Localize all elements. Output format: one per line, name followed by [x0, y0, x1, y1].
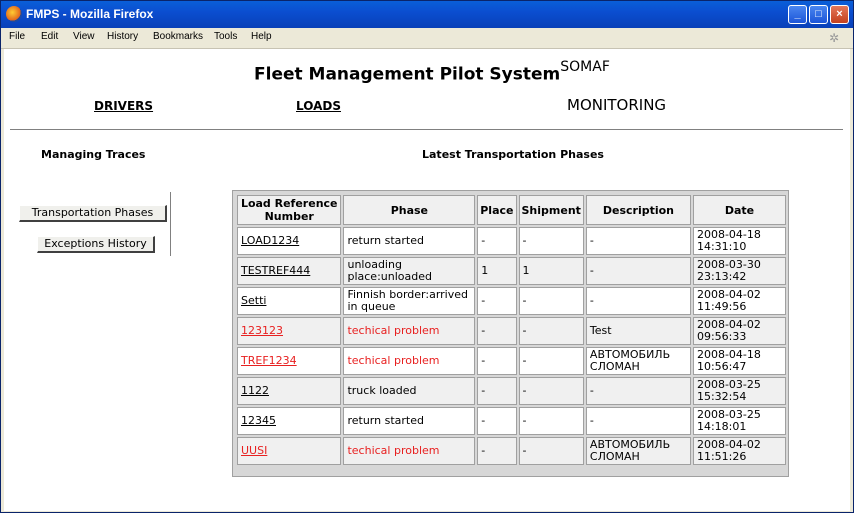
load-ref-link[interactable]: TESTREF444 [241, 264, 311, 277]
description-cell: - [586, 407, 691, 435]
description-cell: АВТОМОБИЛЬ СЛОМАН [586, 437, 691, 465]
table-row [237, 347, 786, 375]
description-cell: - [586, 377, 691, 405]
place-cell: - [477, 287, 516, 315]
date-cell: 2008-03-25 14:18:01 [693, 407, 786, 435]
divider [10, 129, 843, 130]
place-cell: - [477, 377, 516, 405]
table-header-row [237, 195, 786, 225]
phase-cell: Finnish border:arrived in queue [343, 287, 475, 315]
shipment-cell: - [519, 407, 584, 435]
side-heading: Managing Traces [41, 148, 146, 161]
load-ref-cell [237, 227, 341, 255]
nav-loads-link[interactable]: LOADS [296, 99, 341, 113]
transportation-phases-button[interactable]: Transportation Phases [19, 205, 167, 222]
load-ref-cell [237, 347, 341, 375]
nav-drivers-link[interactable]: DRIVERS [94, 99, 154, 113]
phase-cell: unloading place:unloaded [343, 257, 475, 285]
menu-tools[interactable]: Tools [214, 31, 238, 42]
close-button[interactable]: × [830, 5, 849, 24]
description-cell: - [586, 287, 691, 315]
page-content [4, 49, 850, 511]
col-header-description: Description [586, 195, 691, 225]
table-row [237, 257, 786, 285]
load-ref-link[interactable]: TREF1234 [241, 354, 297, 367]
menu-file[interactable]: File [9, 31, 26, 42]
date-cell: 2008-04-02 11:49:56 [693, 287, 786, 315]
table-row [237, 287, 786, 315]
shipment-cell: - [519, 347, 584, 375]
phase-cell: techical problem [343, 437, 475, 465]
phase-cell: truck loaded [343, 377, 475, 405]
date-cell: 2008-03-25 15:32:54 [693, 377, 786, 405]
table-row [237, 407, 786, 435]
page-title-text: Fleet Management Pilot System [254, 64, 561, 85]
date-cell: 2008-04-18 14:31:10 [693, 227, 786, 255]
phase-cell: techical problem [343, 347, 475, 375]
page-title-sup: SOMAF [560, 59, 610, 75]
shipment-cell: 1 [519, 257, 584, 285]
table-row [237, 437, 786, 465]
date-cell: 2008-04-18 10:56:47 [693, 347, 786, 375]
description-cell: - [586, 257, 691, 285]
col-header-ref: Load Reference Number [237, 195, 341, 225]
col-header-phase: Phase [343, 195, 475, 225]
load-ref-link[interactable]: 12345 [241, 414, 276, 427]
menu-view[interactable]: View [73, 31, 95, 42]
shipment-cell: - [519, 377, 584, 405]
date-cell: 2008-04-02 09:56:33 [693, 317, 786, 345]
place-cell: - [477, 437, 516, 465]
date-cell: 2008-04-02 11:51:26 [693, 437, 786, 465]
load-ref-link[interactable]: LOAD1234 [241, 234, 300, 247]
place-cell: - [477, 347, 516, 375]
side-menu [15, 192, 171, 256]
load-ref-link[interactable]: Setti [241, 294, 267, 307]
maximize-button[interactable]: □ [809, 5, 828, 24]
load-ref-cell [237, 317, 341, 345]
firefox-icon [6, 6, 22, 22]
load-ref-link[interactable]: 1122 [241, 384, 269, 397]
menu-history[interactable]: History [107, 31, 139, 42]
col-header-shipment: Shipment [519, 195, 584, 225]
load-ref-link[interactable]: 123123 [241, 324, 283, 337]
place-cell: - [477, 317, 516, 345]
place-cell: - [477, 227, 516, 255]
phase-cell: return started [343, 407, 475, 435]
load-ref-cell [237, 437, 341, 465]
shipment-cell: - [519, 287, 584, 315]
activity-throbber-icon: ✲ [829, 31, 840, 45]
description-cell: АВТОМОБИЛЬ СЛОМАН [586, 347, 691, 375]
table-row [237, 377, 786, 405]
load-ref-cell [237, 407, 341, 435]
load-ref-link[interactable]: UUSI [241, 444, 268, 457]
load-ref-cell [237, 287, 341, 315]
menu-edit[interactable]: Edit [41, 31, 59, 42]
phases-table [235, 193, 788, 467]
table-row [237, 317, 786, 345]
date-cell: 2008-03-30 23:13:42 [693, 257, 786, 285]
minimize-button[interactable]: _ [788, 5, 807, 24]
place-cell: 1 [477, 257, 516, 285]
place-cell: - [477, 407, 516, 435]
table-row [237, 227, 786, 255]
load-ref-cell [237, 377, 341, 405]
description-cell: Test [586, 317, 691, 345]
page-title [254, 61, 610, 85]
shipment-cell: - [519, 437, 584, 465]
menu-help[interactable]: Help [251, 31, 272, 42]
window-title: FMPS - Mozilla Firefox [26, 7, 154, 21]
phase-cell: return started [343, 227, 475, 255]
phases-table-container [232, 190, 789, 477]
load-ref-cell [237, 257, 341, 285]
title-bar [1, 1, 853, 28]
menu-bar [1, 28, 853, 49]
exceptions-history-button[interactable]: Exceptions History [37, 236, 155, 253]
nav-monitoring: MONITORING [567, 96, 667, 114]
col-header-place: Place [477, 195, 516, 225]
shipment-cell: - [519, 317, 584, 345]
col-header-date: Date [693, 195, 786, 225]
main-heading: Latest Transportation Phases [422, 148, 604, 161]
shipment-cell: - [519, 227, 584, 255]
description-cell: - [586, 227, 691, 255]
menu-bookmarks[interactable]: Bookmarks [153, 31, 204, 42]
phase-cell: techical problem [343, 317, 475, 345]
